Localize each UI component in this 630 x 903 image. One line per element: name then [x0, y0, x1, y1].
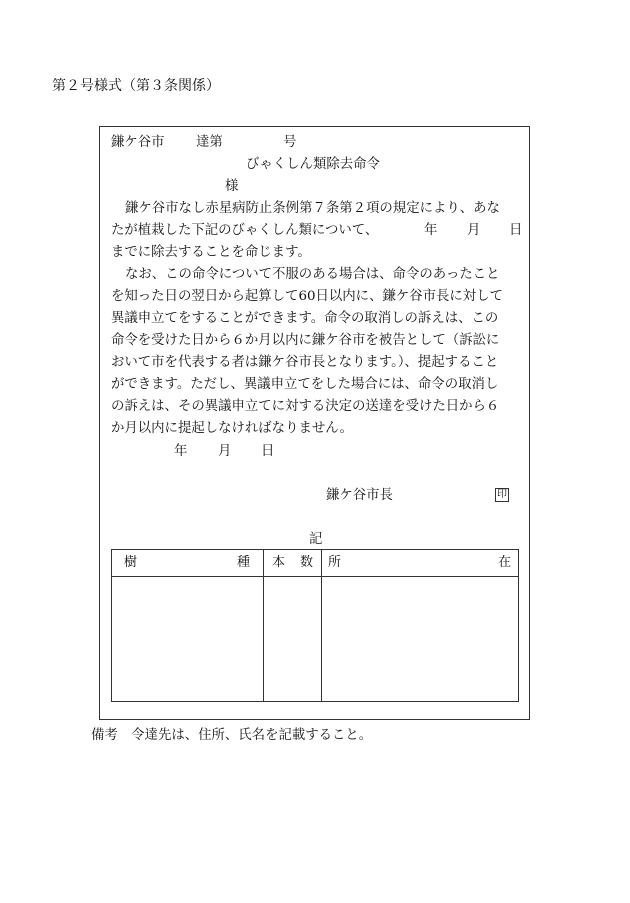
issuer-number-suffix: 号: [283, 135, 297, 150]
column-divider: [321, 550, 322, 701]
order-title: びゃくしん類除去命令: [246, 157, 380, 172]
header-species-a: 樹: [124, 555, 138, 570]
paragraph2-line4: 命令を受けた日から６か月以内に鎌ケ谷市を被告として（訴訟に: [111, 333, 500, 348]
column-divider: [263, 550, 264, 701]
deadline-year: 年: [424, 223, 438, 238]
issue-date-month: 月: [218, 444, 232, 459]
header-location-a: 所: [328, 555, 342, 570]
paragraph2-line8: か月以内に提起しなければなりません。: [111, 421, 353, 436]
issue-date-year: 年: [174, 444, 188, 459]
header-count-a: 本: [272, 555, 286, 570]
table-header-row: [112, 550, 518, 577]
header-species-b: 種: [237, 555, 251, 570]
paragraph1-line2: たが植栽した下記のびゃくしん類について、: [111, 223, 379, 238]
signatory: 鎌ケ谷市長: [326, 488, 393, 503]
header-count-b: 数: [300, 555, 314, 570]
remarks-note: 備考 令達先は、住所、氏名を記載すること。: [91, 728, 373, 743]
deadline-day: 日: [509, 223, 523, 238]
paragraph2-line7: の訴えは、その異議申立てに対する決定の送達を受けた日から６: [111, 399, 500, 414]
addressee-suffix: 様: [225, 179, 239, 194]
tree-record-table: [111, 549, 519, 702]
paragraph2-line1: なお、この命令について不服のある場合は、命令のあったこと: [125, 267, 500, 282]
paragraph1-line3: までに除去することを命じます。: [111, 245, 311, 260]
paragraph1-line1: 鎌ケ谷市なし赤星病防止条例第７条第２項の規定により、あな: [125, 201, 500, 216]
form-number-title: 第２号様式（第３条関係）: [52, 78, 220, 94]
issuer-city: 鎌ケ谷市: [111, 135, 165, 150]
deadline-month: 月: [467, 223, 481, 238]
paragraph2-line3: 異議申立てをすることができます。命令の取消しの訴えは、この: [111, 311, 499, 326]
paragraph2-line2: を知った日の翌日から起算して60日以内に、鎌ケ谷市長に対して: [111, 289, 503, 304]
paragraph2-line6: ができます。ただし、異議申立てをした場合には、命令の取消し: [111, 377, 499, 392]
header-location-b: 在: [498, 555, 512, 570]
paragraph2-line5: おいて市を代表する者は鎌ケ谷市長となります。）、提起すること: [111, 355, 499, 370]
issue-date-day: 日: [261, 444, 275, 459]
issuer-number-prefix: 達第: [196, 135, 223, 150]
record-heading: 記: [309, 532, 323, 547]
seal-mark: 印: [497, 489, 507, 500]
